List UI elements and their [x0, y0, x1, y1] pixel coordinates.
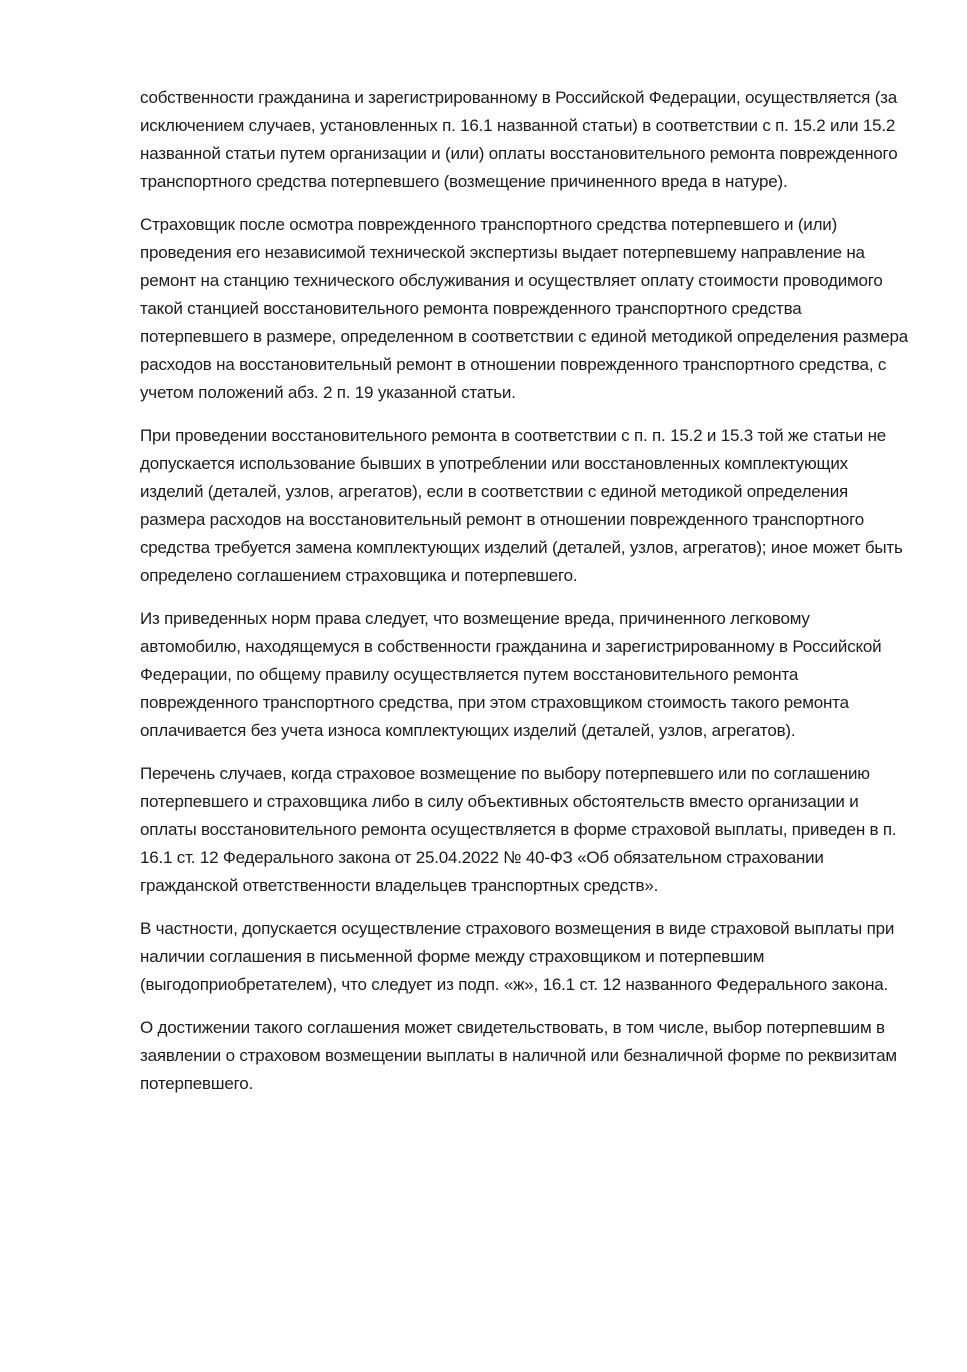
paragraph: собственности гражданина и зарегистрированному в Российской Федерации, осуществляется (за исключением случаев, установленных п. 16.1 названной статьи) в соответствии с п. 15.2 или 15.2 названной статьи путем организации и (или) оплаты восстановительного ремонта поврежденного транспортного средства потерпевшего (возмещение причиненного вреда в натуре).: [140, 88, 898, 191]
paragraph: Страховщик после осмотра поврежденного транспортного средства потерпевшего и (или) проведения его независимой технической экспертизы выдает потерпевшему направление на ремонт на станцию технического обслуживания и осуществляет оплату стоимости проводимого такой станцией восстановительного ремонта поврежденного транспортного средства потерпевшего в размере, определенном в соответствии с единой методикой определения размера расходов на восстановительный ремонт в отношении поврежденного транспортного средства, с учетом положений абз. 2 п. 19 указанной статьи.: [140, 215, 909, 402]
paragraph: Из приведенных норм права следует, что возмещение вреда, причиненного легковому автомобилю, находящемуся в собственности гражданина и зарегистрированному в Российской Федерации, по общему правилу осуществляется путем восстановительного ремонта поврежденного транспортного средства, при этом страховщиком стоимость такого ремонта оплачивается без учета износа комплектующих изделий (деталей, узлов, агрегатов).: [140, 609, 882, 740]
paragraph: О достижении такого соглашения может свидетельствовать, в том числе, выбор потерпевшим в заявлении о страховом возмещении выплаты в наличной или безналичной форме по реквизитам потерпевшего.: [140, 1018, 897, 1093]
paragraph: При проведении восстановительного ремонта в соответствии с п. п. 15.2 и 15.3 той же статьи не допускается использование бывших в употреблении или восстановленных комплектующих изделий (деталей, узлов, агрегатов), если в соответствии с единой методикой определения размера расходов на восстановительный ремонт в отношении поврежденного транспортного средства требуется замена комплектующих изделий (деталей, узлов, агрегатов); иное может быть определено соглашением страховщика и потерпевшего.: [140, 426, 903, 585]
document-text-block: [140, 84, 910, 1113]
paragraph: Перечень случаев, когда страховое возмещение по выбору потерпевшего или по соглашению потерпевшего и страховщика либо в силу объективных обстоятельств вместо организации и оплаты восстановительного ремонта осуществляется в форме страховой выплаты, приведен в п. 16.1 ст. 12 Федерального закона от 25.04.2022 № 40-ФЗ «Об обязательном страховании гражданской ответственности владельцев транспортных средств».: [140, 764, 897, 895]
paragraph: В частности, допускается осуществление страхового возмещения в виде страховой выплаты при наличии соглашения в письменной форме между страховщиком и потерпевшим (выгодоприобретателем), что следует из подп. «ж», 16.1 ст. 12 названного Федерального закона.: [140, 919, 895, 994]
